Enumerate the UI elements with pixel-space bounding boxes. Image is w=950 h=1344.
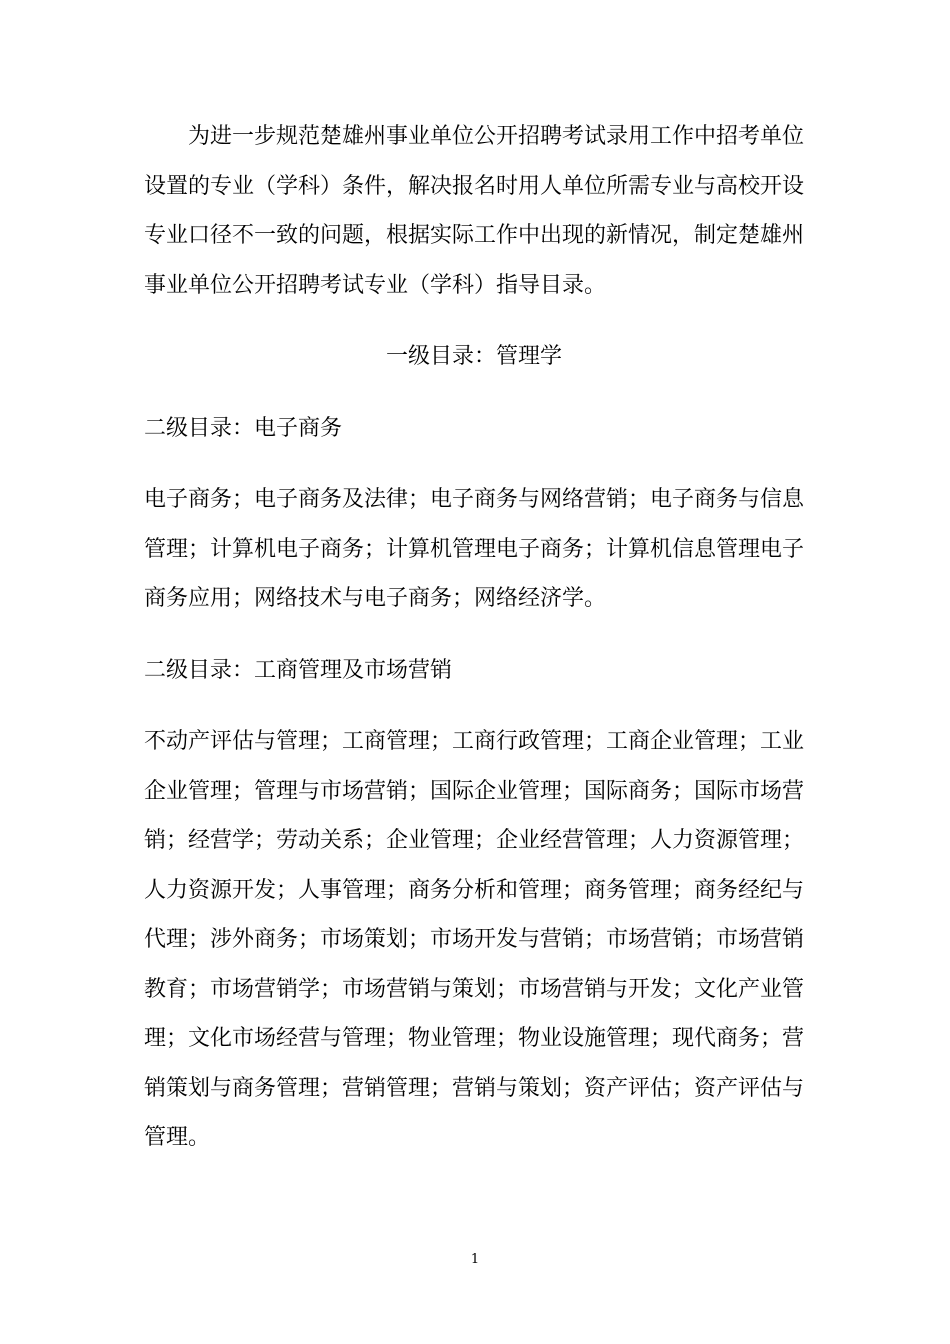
major-list-business-marketing: 不动产评估与管理；工商管理；工商行政管理；工商企业管理；工业企业管理；管理与市场营销；国际企业管理；国际商务；国际市场营销；经营学；劳动关系；企业管理；企业经营管理；人力资源管理；人力资源开发；人事管理；商务分析和管理；商务管理；商务经纪与代理；涉外商务；市场策划；市场开发与营销；市场营销；市场营销教育；市场营销学；市场营销与策划；市场营销与开发；文化产业管理；文化市场经营与管理；物业管理；物业设施管理；现代商务；营销策划与商务管理；营销管理；营销与策划；资产评估；资产评估与管理。 — [144, 729, 805, 1150]
major-list-ecommerce: 电子商务；电子商务及法律；电子商务与网络营销；电子商务与信息管理；计算机电子商务；计算机管理电子商务；计算机信息管理电子商务应用；网络技术与电子商务；网络经济学。 — [144, 487, 805, 611]
level1-heading: 一级目录：管理学 — [385, 344, 562, 369]
level2-heading-ecommerce: 二级目录：电子商务 — [144, 415, 343, 441]
page-number: 1 — [470, 1252, 480, 1267]
level2-heading-business-marketing: 二级目录：工商管理及市场营销 — [144, 657, 453, 683]
document-body — [144, 112, 804, 1163]
intro-paragraph: 为进一步规范楚雄州事业单位公开招聘考试录用工作中招考单位设置的专业（学科）条件，解决报名时用人单位所需专业与高校开设专业口径不一致的问题，根据实际工作中出现的新情况，制定楚雄州事业单位公开招聘考试专业（学科）指导目录。 — [144, 124, 805, 298]
